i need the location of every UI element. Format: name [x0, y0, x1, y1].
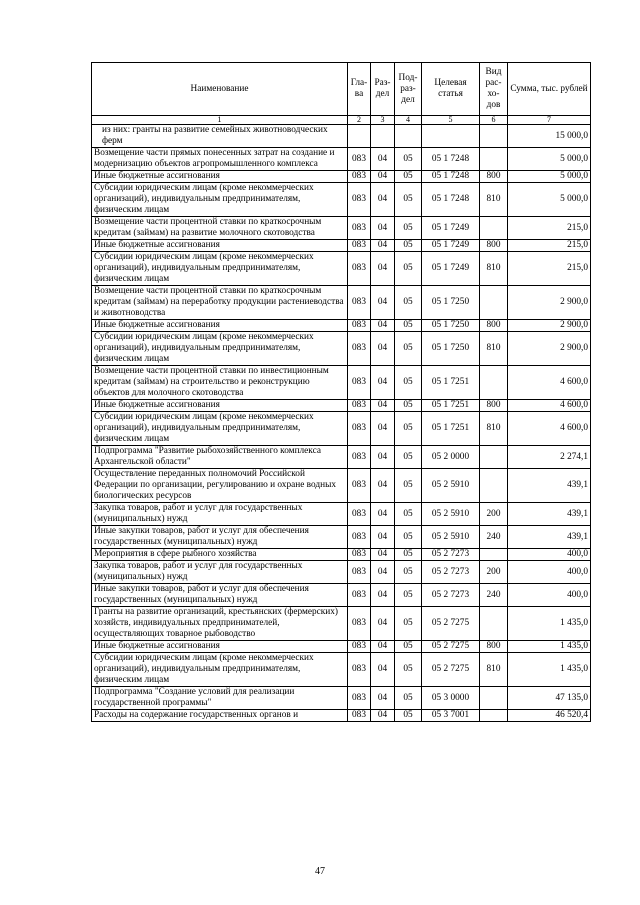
cell-sum: 2 900,0: [508, 286, 591, 320]
cell-razdel: 04: [371, 710, 395, 722]
cell-name: Иные закупки товаров, работ и услуг для обеспечения государственных (муниципальных) нужд: [92, 584, 348, 607]
cell-name: Подпрограмма "Развитие рыбохозяйственного комплекса Архангельской области": [92, 446, 348, 469]
cell-target: 05 2 0000: [422, 446, 480, 469]
cell-sum: 5 000,0: [508, 183, 591, 217]
cell-vid: [480, 469, 508, 503]
cell-glava: 083: [348, 148, 371, 171]
cell-razdel: 04: [371, 320, 395, 332]
table-row: [92, 252, 591, 286]
cell-sum: 439,1: [508, 469, 591, 503]
cell-vid: 800: [480, 641, 508, 653]
column-number: 3: [371, 116, 395, 125]
cell-target: 05 2 7275: [422, 641, 480, 653]
cell-podrazdel: 05: [395, 252, 422, 286]
cell-vid: [480, 217, 508, 240]
cell-podrazdel: 05: [395, 526, 422, 549]
table-row: [92, 332, 591, 366]
cell-podrazdel: 05: [395, 332, 422, 366]
table-row: [92, 710, 591, 722]
cell-name: Закупка товаров, работ и услуг для государственных (муниципальных) нужд: [92, 561, 348, 584]
cell-vid: 810: [480, 332, 508, 366]
cell-vid: 810: [480, 183, 508, 217]
cell-sum: 47 135,0: [508, 687, 591, 710]
cell-razdel: 04: [371, 653, 395, 687]
cell-name: Возмещение части процентной ставки по краткосрочным кредитам (займам) на развитие молочного скотоводства: [92, 217, 348, 240]
cell-name: Иные бюджетные ассигнования: [92, 320, 348, 332]
cell-podrazdel: 05: [395, 607, 422, 641]
cell-glava: 083: [348, 171, 371, 183]
cell-vid: 810: [480, 252, 508, 286]
table-row: [92, 446, 591, 469]
cell-razdel: 04: [371, 469, 395, 503]
table-header-row: [92, 63, 591, 116]
cell-vid: 800: [480, 171, 508, 183]
cell-podrazdel: 05: [395, 549, 422, 561]
cell-target: 05 3 0000: [422, 687, 480, 710]
cell-podrazdel: 05: [395, 183, 422, 217]
table-row: [92, 653, 591, 687]
cell-glava: 083: [348, 561, 371, 584]
cell-sum: 400,0: [508, 561, 591, 584]
cell-sum: 215,0: [508, 252, 591, 286]
cell-sum: 400,0: [508, 584, 591, 607]
cell-glava: 083: [348, 240, 371, 252]
header-target: Целевая статья: [422, 63, 480, 116]
cell-razdel: 04: [371, 584, 395, 607]
cell-vid: 240: [480, 526, 508, 549]
cell-glava: 083: [348, 469, 371, 503]
cell-glava: 083: [348, 286, 371, 320]
cell-name: Субсидии юридическим лицам (кроме некоммерческих организаций), индивидуальным предпринимателям, физическим лицам: [92, 653, 348, 687]
cell-podrazdel: [395, 125, 422, 148]
cell-glava: 083: [348, 653, 371, 687]
cell-name: Возмещение части процентной ставки по краткосрочным кредитам (займам) на переработку продукции растениеводства и животноводства: [92, 286, 348, 320]
cell-name: Подпрограмма "Создание условий для реализации государственной программы": [92, 687, 348, 710]
table-row: [92, 183, 591, 217]
cell-glava: 083: [348, 526, 371, 549]
cell-podrazdel: 05: [395, 217, 422, 240]
header-sum: Сумма, тыс. рублей: [508, 63, 591, 116]
cell-glava: 083: [348, 183, 371, 217]
cell-name: Возмещение части процентной ставки по инвестиционным кредитам (займам) на строительство и реконструкцию объектов для молочного скотоводства: [92, 366, 348, 400]
header-vid: Вид рас-хо-дов: [480, 63, 508, 116]
cell-sum: 5 000,0: [508, 148, 591, 171]
cell-vid: [480, 549, 508, 561]
cell-glava: 083: [348, 549, 371, 561]
cell-razdel: 04: [371, 607, 395, 641]
cell-target: 05 2 7273: [422, 584, 480, 607]
cell-podrazdel: 05: [395, 400, 422, 412]
table-row: [92, 148, 591, 171]
cell-vid: 800: [480, 240, 508, 252]
table-row: [92, 503, 591, 526]
cell-name: Гранты на развитие организаций, крестьянских (фермерских) хозяйств, индивидуальных предпринимателей, осуществляющих товарное рыбоводство: [92, 607, 348, 641]
cell-podrazdel: 05: [395, 469, 422, 503]
cell-target: 05 1 7249: [422, 252, 480, 286]
cell-podrazdel: 05: [395, 641, 422, 653]
cell-vid: [480, 710, 508, 722]
cell-target: 05 2 5910: [422, 526, 480, 549]
table-row: [92, 125, 591, 148]
cell-vid: 800: [480, 400, 508, 412]
cell-name: Субсидии юридическим лицам (кроме некоммерческих организаций), индивидуальным предпринимателям, физическим лицам: [92, 332, 348, 366]
table-row: [92, 400, 591, 412]
cell-target: 05 2 7275: [422, 653, 480, 687]
cell-target: 05 1 7250: [422, 286, 480, 320]
cell-name: Расходы на содержание государственных органов и: [92, 710, 348, 722]
cell-target: 05 1 7249: [422, 240, 480, 252]
cell-vid: [480, 446, 508, 469]
cell-target: 05 2 5910: [422, 503, 480, 526]
column-number: 2: [348, 116, 371, 125]
cell-razdel: 04: [371, 366, 395, 400]
cell-glava: 083: [348, 412, 371, 446]
cell-vid: 810: [480, 653, 508, 687]
cell-glava: 083: [348, 503, 371, 526]
cell-podrazdel: 05: [395, 561, 422, 584]
cell-target: 05 1 7251: [422, 400, 480, 412]
cell-name: из них: гранты на развитие семейных животноводческих ферм: [92, 125, 348, 148]
cell-vid: 200: [480, 561, 508, 584]
cell-vid: [480, 607, 508, 641]
cell-glava: 083: [348, 320, 371, 332]
cell-target: 05 1 7248: [422, 171, 480, 183]
cell-sum: 15 000,0: [508, 125, 591, 148]
table-row: [92, 549, 591, 561]
cell-sum: 2 274,1: [508, 446, 591, 469]
cell-sum: 2 900,0: [508, 332, 591, 366]
cell-podrazdel: 05: [395, 710, 422, 722]
cell-podrazdel: 05: [395, 366, 422, 400]
cell-vid: 240: [480, 584, 508, 607]
cell-sum: 2 900,0: [508, 320, 591, 332]
cell-glava: [348, 125, 371, 148]
cell-razdel: 04: [371, 526, 395, 549]
cell-target: 05 1 7249: [422, 217, 480, 240]
cell-sum: 5 000,0: [508, 171, 591, 183]
column-number: 1: [92, 116, 348, 125]
cell-vid: [480, 687, 508, 710]
cell-razdel: 04: [371, 503, 395, 526]
cell-podrazdel: 05: [395, 320, 422, 332]
table-row: [92, 240, 591, 252]
cell-sum: 4 600,0: [508, 366, 591, 400]
cell-name: Субсидии юридическим лицам (кроме некоммерческих организаций), индивидуальным предпринимателям, физическим лицам: [92, 252, 348, 286]
cell-vid: [480, 366, 508, 400]
cell-glava: 083: [348, 332, 371, 366]
cell-razdel: 04: [371, 641, 395, 653]
cell-target: 05 2 7275: [422, 607, 480, 641]
cell-podrazdel: 05: [395, 687, 422, 710]
cell-name: Иные бюджетные ассигнования: [92, 171, 348, 183]
cell-podrazdel: 05: [395, 148, 422, 171]
cell-glava: 083: [348, 641, 371, 653]
cell-podrazdel: 05: [395, 171, 422, 183]
cell-glava: 083: [348, 400, 371, 412]
table-row: [92, 584, 591, 607]
column-number: 6: [480, 116, 508, 125]
cell-podrazdel: 05: [395, 503, 422, 526]
cell-glava: 083: [348, 607, 371, 641]
cell-razdel: 04: [371, 252, 395, 286]
cell-razdel: 04: [371, 240, 395, 252]
cell-target: 05 1 7250: [422, 332, 480, 366]
cell-vid: 810: [480, 412, 508, 446]
cell-sum: 215,0: [508, 240, 591, 252]
cell-name: Иные бюджетные ассигнования: [92, 240, 348, 252]
column-number: 7: [508, 116, 591, 125]
cell-target: 05 1 7248: [422, 148, 480, 171]
table-row: [92, 286, 591, 320]
cell-target: 05 3 7001: [422, 710, 480, 722]
budget-table: [91, 62, 591, 722]
table-row: [92, 412, 591, 446]
cell-sum: 1 435,0: [508, 607, 591, 641]
cell-sum: 1 435,0: [508, 641, 591, 653]
table-row: [92, 607, 591, 641]
cell-name: Иные бюджетные ассигнования: [92, 641, 348, 653]
cell-name: Иные закупки товаров, работ и услуг для обеспечения государственных (муниципальных) нужд: [92, 526, 348, 549]
column-number: 4: [395, 116, 422, 125]
cell-razdel: 04: [371, 687, 395, 710]
cell-target: 05 2 5910: [422, 469, 480, 503]
cell-target: 05 1 7251: [422, 412, 480, 446]
cell-podrazdel: 05: [395, 240, 422, 252]
cell-target: 05 1 7248: [422, 183, 480, 217]
cell-glava: 083: [348, 584, 371, 607]
page-number: 47: [315, 866, 325, 877]
cell-sum: 1 435,0: [508, 653, 591, 687]
column-number: 5: [422, 116, 480, 125]
cell-target: [422, 125, 480, 148]
cell-podrazdel: 05: [395, 412, 422, 446]
cell-sum: 215,0: [508, 217, 591, 240]
table-row: [92, 526, 591, 549]
cell-vid: 800: [480, 320, 508, 332]
table-row: [92, 171, 591, 183]
cell-vid: [480, 286, 508, 320]
cell-glava: 083: [348, 446, 371, 469]
cell-glava: 083: [348, 710, 371, 722]
cell-razdel: 04: [371, 549, 395, 561]
cell-razdel: 04: [371, 446, 395, 469]
cell-vid: 200: [480, 503, 508, 526]
cell-glava: 083: [348, 687, 371, 710]
cell-target: 05 1 7251: [422, 366, 480, 400]
column-number-row: [92, 116, 591, 125]
table-row: [92, 366, 591, 400]
cell-razdel: 04: [371, 171, 395, 183]
cell-razdel: 04: [371, 148, 395, 171]
cell-razdel: 04: [371, 561, 395, 584]
cell-glava: 083: [348, 252, 371, 286]
cell-name: Закупка товаров, работ и услуг для государственных (муниципальных) нужд: [92, 503, 348, 526]
cell-name: Возмещение части прямых понесенных затрат на создание и модернизацию объектов агропромышленного комплекса: [92, 148, 348, 171]
cell-podrazdel: 05: [395, 584, 422, 607]
cell-vid: [480, 125, 508, 148]
cell-vid: [480, 148, 508, 171]
cell-razdel: [371, 125, 395, 148]
cell-razdel: 04: [371, 183, 395, 217]
cell-name: Мероприятия в сфере рыбного хозяйства: [92, 549, 348, 561]
cell-name: Субсидии юридическим лицам (кроме некоммерческих организаций), индивидуальным предпринимателям, физическим лицам: [92, 183, 348, 217]
cell-podrazdel: 05: [395, 286, 422, 320]
table-row: [92, 217, 591, 240]
table-row: [92, 320, 591, 332]
table-body: [92, 125, 591, 722]
cell-sum: 439,1: [508, 503, 591, 526]
table-row: [92, 687, 591, 710]
header-podrazdel: Под-раз-дел: [395, 63, 422, 116]
cell-glava: 083: [348, 366, 371, 400]
cell-name: Субсидии юридическим лицам (кроме некоммерческих организаций), индивидуальным предпринимателям, физическим лицам: [92, 412, 348, 446]
cell-razdel: 04: [371, 412, 395, 446]
cell-target: 05 1 7250: [422, 320, 480, 332]
cell-sum: 400,0: [508, 549, 591, 561]
cell-podrazdel: 05: [395, 446, 422, 469]
cell-razdel: 04: [371, 217, 395, 240]
table-row: [92, 561, 591, 584]
cell-glava: 083: [348, 217, 371, 240]
cell-name: Иные бюджетные ассигнования: [92, 400, 348, 412]
cell-sum: 46 520,4: [508, 710, 591, 722]
table-row: [92, 641, 591, 653]
header-name: Наименование: [92, 63, 348, 116]
table-row: [92, 469, 591, 503]
cell-sum: 4 600,0: [508, 412, 591, 446]
cell-razdel: 04: [371, 400, 395, 412]
cell-razdel: 04: [371, 286, 395, 320]
cell-target: 05 2 7273: [422, 561, 480, 584]
cell-name: Осуществление переданных полномочий Российской Федерации по организации, регулированию и охране водных биологических ресурсов: [92, 469, 348, 503]
cell-sum: 4 600,0: [508, 400, 591, 412]
cell-target: 05 2 7273: [422, 549, 480, 561]
header-glava: Гла-ва: [348, 63, 371, 116]
cell-razdel: 04: [371, 332, 395, 366]
cell-sum: 439,1: [508, 526, 591, 549]
cell-podrazdel: 05: [395, 653, 422, 687]
header-razdel: Раз-дел: [371, 63, 395, 116]
